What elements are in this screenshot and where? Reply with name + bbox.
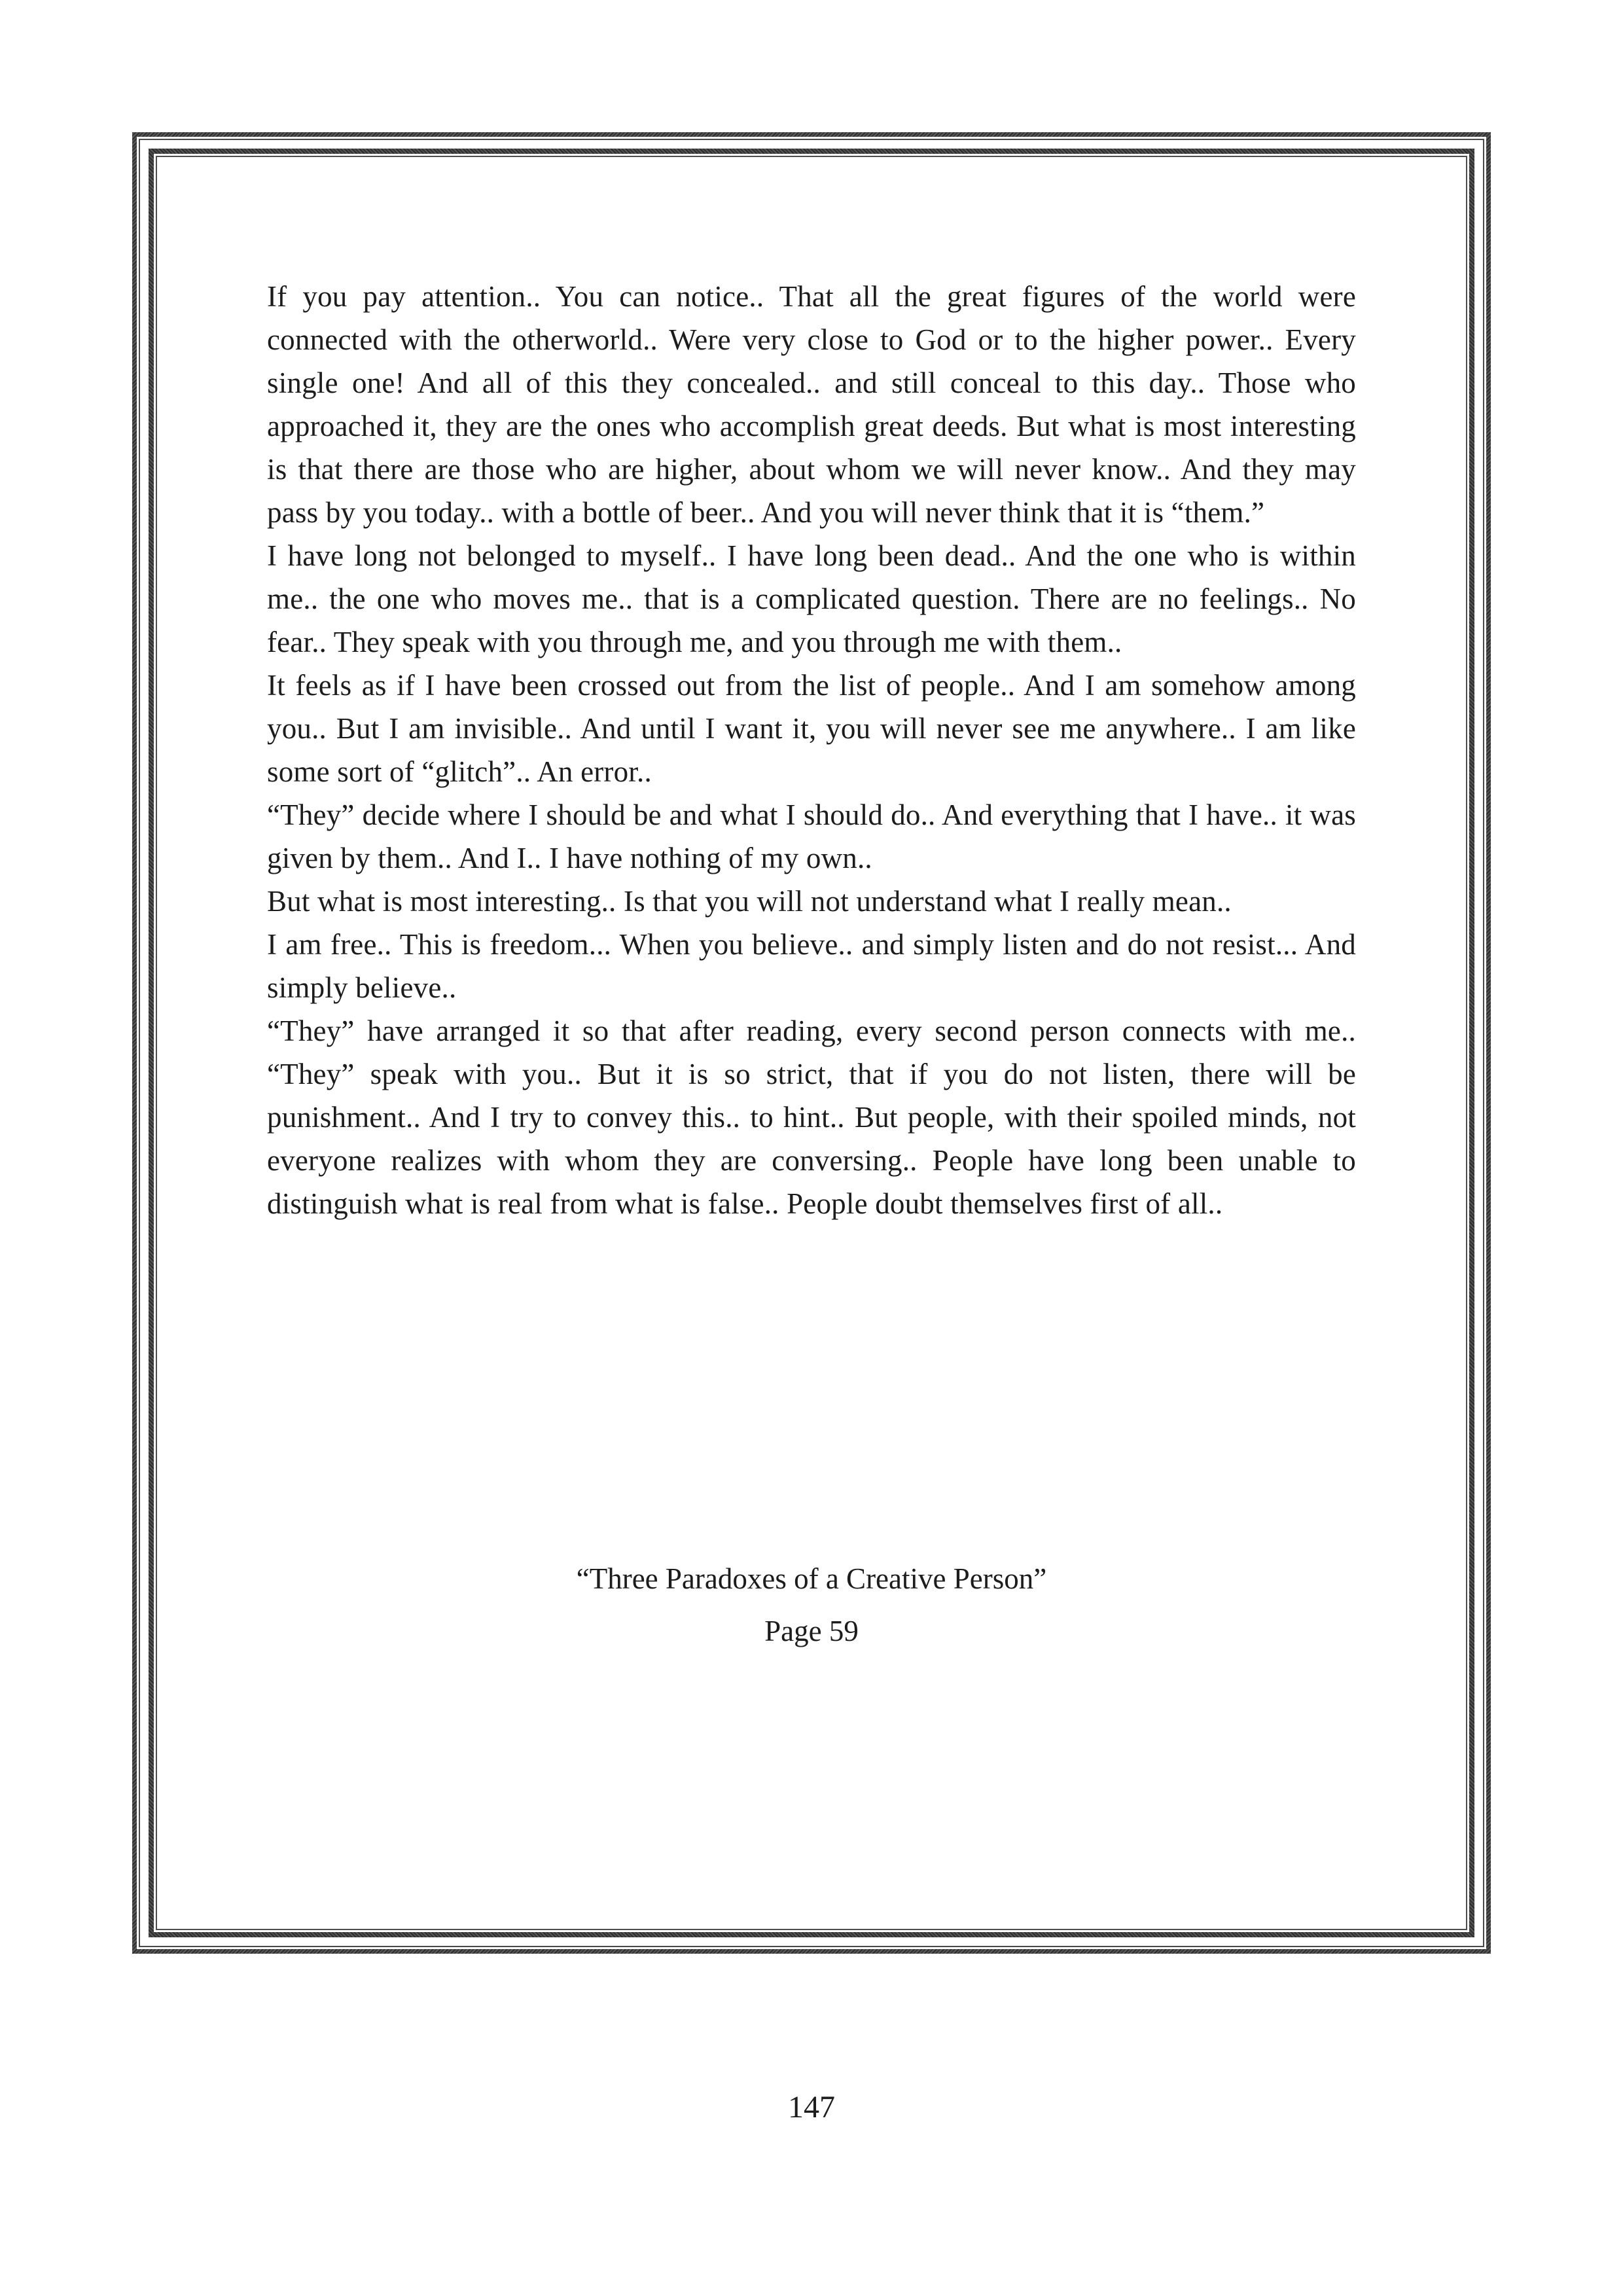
source-citation [267, 1552, 1356, 1657]
paragraph: If you pay attention.. You can notice.. That all the great figures of the world were connected with the otherworld.. Were very close to God or to the higher power.. Every single one! And all of this they concealed.. and still conceal to this day.. Those who approached it, they are the ones who accomplish great deeds. But what is most interesting is that there are those who are higher, about whom we will never know.. And they may pass by you today.. with a bottle of beer.. And you will never think that it is “them.” [267, 280, 1356, 529]
decorative-inner-frame [149, 149, 1474, 1937]
decorative-outer-frame [132, 132, 1491, 1954]
decorative-outer-frame-thin-line [139, 139, 1484, 1947]
paragraph: It feels as if I have been crossed out from the list of people.. And I am somehow among you.. But I am invisible.. And until I want it, you will never see me anywhere.. I am like some sort of “glitch”.. An error.. [267, 669, 1356, 788]
page-number: 147 [788, 2090, 835, 2125]
paragraph: “They” decide where I should be and what I should do.. And everything that I have.. it was given by them.. And I.. I have nothing of my own.. [267, 798, 1356, 874]
citation-page-reference: Page 59 [764, 1615, 859, 1647]
paragraph: But what is most interesting.. Is that you will not understand what I really mean.. [267, 885, 1232, 918]
body-text [267, 275, 1356, 1225]
citation-title: “Three Paradoxes of a Creative Person” [576, 1562, 1047, 1595]
paragraph: “They” have arranged it so that after reading, every second person connects with me.. “They” speak with you.. But it is so strict, that if you do not listen, there will be punishment.. And I try to convey this.. to hint.. But people, with their spoiled minds, not everyone realizes with whom they are conversing.. People have long been unable to distinguish what is real from what is false.. People doubt themselves first of all.. [267, 1014, 1356, 1220]
paragraph: I have long not belonged to myself.. I have long been dead.. And the one who is within me.. the one who moves me.. that is a complicated question. There are no feelings.. No fear.. They speak with you through me, and you through me with them.. [267, 539, 1356, 658]
paragraph: I am free.. This is freedom... When you believe.. and simply listen and do not resist... And simply believe.. [267, 928, 1356, 1004]
decorative-inner-frame-thin-line [156, 156, 1467, 1930]
